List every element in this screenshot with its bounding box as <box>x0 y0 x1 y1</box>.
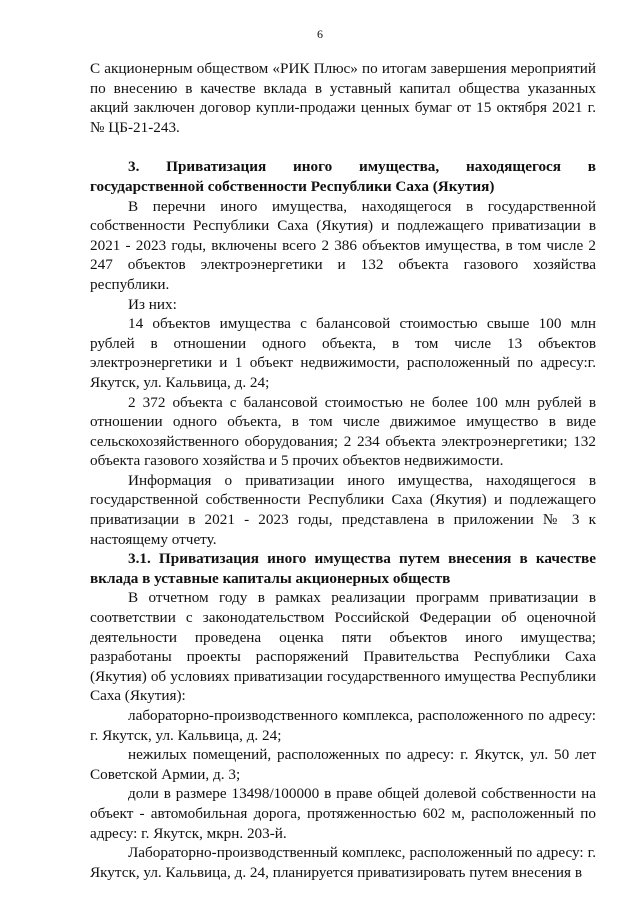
paragraph-intro: С акционерным обществом «РИК Плюс» по итогам завершения мероприятий по внесению в качестве вклада в уставный капитал общества указанных акций заключен договор купли-продажи ценных бумаг от 15 октября 2021 г. № ЦБ-21-243. <box>90 60 596 136</box>
section-heading-3: 3. Приватизация иного имущества, находящегося в государственной собственности Республики Саха (Якутия) <box>90 158 596 195</box>
document-body <box>90 59 596 882</box>
paragraph-14-objects: 14 объектов имущества с балансовой стоимостью свыше 100 млн рублей в отношении одного объекта, в том числе 13 объектов электроэнергетики и 1 объект недвижимости, расположенный по адресу:г. Якутск, ул. Кальвица, д. 24; <box>90 315 596 391</box>
paragraph-premises: нежилых помещений, расположенных по адресу: г. Якутск, ул. 50 лет Советской Армии, д. 3; <box>90 746 596 783</box>
section-spacer <box>90 137 596 157</box>
paragraph-info-appendix: Информация о приватизации иного имущества, находящегося в государственной собственности Республики Саха (Якутия) и подлежащего приватизации в 2021 - 2023 годы, представлена в приложении № 3 к настоящему отчету. <box>90 471 596 548</box>
paragraph-list-total: В перечни иного имущества, находящегося в государственной собственности Республики Саха (Якутия) и подлежащего приватизации в 2021 - 2023 годы, включены всего 2 386 объектов имущества, в том числе 2 247 объектов электроэнергетики и 132 объекта газового хозяйства республики. <box>90 197 596 293</box>
paragraph-share: доли в размере 13498/100000 в праве общей долевой собственности на объект - автомобильная дорога, протяженностью 602 м, расположенный по адресу: г. Якутск, мкрн. 203-й. <box>90 785 596 842</box>
paragraph-of-them: Из них: <box>128 295 177 313</box>
paragraph-report-year: В отчетном году в рамках реализации программ приватизации в соответствии с законодательством Российской Федерации об оценочной деятельности проведена оценка пяти объектов иного имущества; разработаны проекты распоряжений Правительства Республики Саха (Якутия) об условиях приватизации государственного имущества Республики Саха (Якутия): <box>90 589 596 705</box>
paragraph-lab-complex-plan: Лабораторно-производственный комплекс, расположенный по адресу: г. Якутск, ул. Кальвица, д. 24, планируется приватизировать путем внесения в <box>90 844 596 881</box>
section-heading-3-1: 3.1. Приватизация иного имущества путем внесения в качестве вклада в уставные капиталы акционерных обществ <box>90 550 596 587</box>
paragraph-2372-objects: 2 372 объекта с балансовой стоимостью не более 100 млн рублей в отношении одного объекта, в том числе движимое имущество в виде сельскохозяйственного оборудования; 2 234 объекта электроэнергетики; 132 объекта газового хозяйства и 5 прочих объектов недвижимости. <box>90 393 596 470</box>
page-number: 6 <box>317 27 323 41</box>
paragraph-lab-complex: лабораторно-производственного комплекса, расположенного по адресу: г. Якутск, ул. Кальвица, д. 24; <box>90 707 596 744</box>
